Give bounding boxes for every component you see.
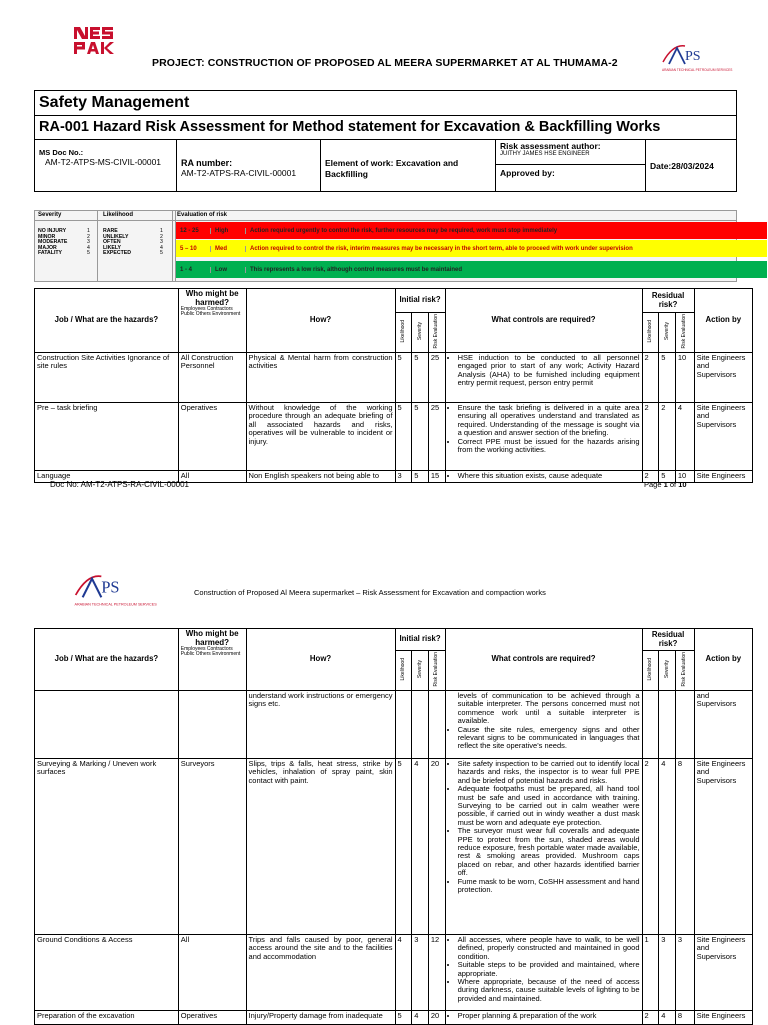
- severity-numbers: 1 2 3 4 5: [87, 228, 90, 257]
- page2-title: Construction of Proposed Al Meera supermarket – Risk Assessment for Excavation and compaction works: [194, 588, 546, 597]
- col-residual: Residual risk?: [642, 289, 694, 313]
- atps-logo: [659, 38, 733, 74]
- col-initial: Initial risk?: [395, 629, 445, 651]
- col-job: Job / What are the hazards?: [35, 289, 179, 353]
- col-job: Job / What are the hazards?: [35, 629, 179, 691]
- author-value: JUITHY JAMES HSE ENGINEER: [500, 151, 590, 157]
- col-who: Who might be harmed? Employees Contractors Public Others Environment: [178, 289, 246, 353]
- element-of-work-cell: [321, 140, 496, 191]
- table-row: Construction Site Activities Ignorance of site rules All Construction Personnel Physical & Mental harm from construction activities 5 5 25 • HSE induction to be conducted to all personnel engaged prior to start of any work; Activity Hazard Analysis (AHA) to be furnished including equipment entry permit request, person entry permit 2 5 10 Site Engineers and Supervisors: [35, 352, 753, 402]
- table-row: understand work instructions or emergency signs etc. levels of communication to be achieved through a suitable interpreter. The persons concerned must not commence work until a suitable interpreter is available. • Cause the site rules, emergency signs and other relevant signs to be communicated in languages that reflect the site operative's needs. and Supervisors: [35, 690, 753, 758]
- table-row: Surveying & Marking / Uneven work surfaces Surveyors Slips, trips & falls, heat stress, strike by vehicles, inhalation of spray paint, skin contact with paint. 5 4 20 • Site safety inspection to be carried out to identify local hazards and risks, the inspector is to wear full PPE and be briefed of potential hazards and risks. • Adequate footpaths must be prepared, all hand tool must be safe and used in accordance with training. Surveying to be carried out in calm weather were possible, if carried out in windy weather a dust mask must be worn and adequate eye protection. • The surveyor must wear full coveralls and adequate PPE to protect from the sun, shaded areas would reduce exposure, fresh portable water made available, rest & smoking areas provided. Mushroom caps placed on rebar, and other hazards identified barrier off. • Fume mask to be worn, CoSHH assessment and hand protection. 2 4 8 Site Engineers and Supervisors: [35, 758, 753, 934]
- risk-table-page2: Job / What are the hazards? Who might be harmed? Employees Contractors Public Others Environment How? Initial risk? What controls are required? Residual risk? Action by Likelihood Severity Risk Evaluation Likelihood Severity Risk Evaluation understand work instructions or emergency signs etc. levels of communication to be achieved through a suitable interpreter. The persons concerned must not commence work until a suitable interpreter is available. • Cause the site rules, emergency signs and other relevant signs to be communicated in languages that reflect the site operative's needs. and Supervisors Surveying & Marking / Uneven work surfaces Surveyors Slips, trips & falls, heat stress, strike by vehicles, inhalation of spray paint, skin contact with paint. 5 4 20 • Site safety inspection to be carried out to identify local hazards and risks, the inspector is to wear full PPE and be briefed of potential hazards and risks. • Adequate footpaths must be prepared, all hand tool must be safe and used in accordance with training. Surveying to be carried out in calm weather were possible, if carried out in windy weather a dust mask must be worn and adequate eye protection. • The surveyor must wear full coveralls and adequate PPE to protect from the sun, shaded areas would reduce exposure, fresh portable water made available, rest & smoking areas provided. Mushroom caps placed on rebar, and other hazards identified barrier off. • Fume mask to be worn, CoSHH assessment and hand protection. 2 4 8 Site Engineers and Supervisors Ground Conditions & Access All Trips and falls caused by poor, general access around the site and to the facilities and accommodation 4 3 12 • All accesses, where people have to walk, to be well defined, properly constructed and maintained in good condition. • Suitable steps to be provided and maintained, where appropriate. • Where appropriate, because of the need of access during darkness, cause suitable levels of lighting to be provided and maintained. 1 3 3 Site Engineers and Supervisors Preparation of the excavation Operatives Injury/Property damage from inadequate 5 4 20 • Proper planning & preparation of the work 2 4 8 Site Engineers: [34, 628, 753, 1025]
- risk-legend: [34, 210, 737, 282]
- page-number: Page 1 of 10: [644, 480, 687, 489]
- ms-doc-value: AM-T2-ATPS-MS-CIVIL-00001: [45, 157, 162, 167]
- ra-number-label: RA number:: [181, 158, 233, 168]
- col-initial: Initial risk?: [395, 289, 445, 313]
- svg-text:ARABIAN TECHNICAL PETROLEUM SE: ARABIAN TECHNICAL PETROLEUM SERVICES: [662, 68, 733, 72]
- element-of-work: Element of work: Excavation and Backfilling: [325, 158, 459, 179]
- nespak-logo: [74, 27, 120, 54]
- evaluation-header: Evaluation of risk: [177, 212, 228, 218]
- col-how: How?: [246, 289, 395, 353]
- svg-text:PS: PS: [101, 577, 120, 597]
- col-how: How?: [246, 629, 395, 691]
- doc-title: RA-001 Hazard Risk Assessment for Method statement for Excavation & Backfilling Works: [35, 116, 736, 140]
- approved-label: Approved by:: [500, 168, 555, 178]
- table-row: Ground Conditions & Access All Trips and falls caused by poor, general access around the site and to the facilities and accommodation 4 3 12 • All accesses, where people have to walk, to be well defined, properly constructed and maintained in good condition. • Suitable steps to be provided and maintained, where appropriate. • Where appropriate, because of the need of access during darkness, cause suitable levels of lighting to be provided and maintained. 1 3 3 Site Engineers and Supervisors: [35, 934, 753, 1010]
- table-row: Preparation of the excavation Operatives Injury/Property damage from inadequate 5 4 20 • Proper planning & preparation of the work 2 4 8 Site Engineers: [35, 1010, 753, 1024]
- likelihood-numbers: 1 2 3 4 5: [160, 228, 163, 257]
- risk-band-med: 5 – 10 Med Action required to control the risk, interim measures may be necessary in the short term, able to proceed with work under supervision: [176, 240, 767, 257]
- svg-text:PS: PS: [685, 49, 701, 64]
- likelihood-header: Likelihood: [103, 212, 133, 218]
- col-action: Action by: [694, 629, 752, 691]
- col-controls: What controls are required?: [445, 289, 642, 353]
- col-controls: What controls are required?: [445, 629, 642, 691]
- table-row: Pre – task briefing Operatives Without knowledge of the working procedure through an adequate briefing of all associated hazards and risks, operatives will be vulnerable to incident or injury. 5 5 25 • Ensure the task briefing is delivered in a quite area ensuring all operatives understand and translated as required. Understanding of the message is sought via a question and answer section of the briefing. • Correct PPE must be issued for the hazards arising from the working activities. 2 2 4 Site Engineers and Supervisors: [35, 402, 753, 470]
- svg-text:ARABIAN TECHNICAL PETROLEUM SE: ARABIAN TECHNICAL PETROLEUM SERVICES: [74, 602, 157, 607]
- risk-band-low: 1 - 4 Low This represents a low risk, although control measures must be maintained: [176, 261, 767, 278]
- document-header-box: [34, 90, 737, 192]
- table-row: Language All Non English speakers not being able to 3 5 15 • Where this situation exists, cause adequate 2 5 10 Site Engineers: [35, 470, 753, 482]
- severity-list: NO INJURY MINOR MODERATE MAJOR FATALITY: [38, 228, 68, 257]
- author-cell: [496, 140, 646, 191]
- likelihood-list: RARE UNLIKELY OFTEN LIKELY EXPECTED: [103, 228, 131, 257]
- risk-band-high: 12 - 25 High Action required urgently to control the risk, further resources may be required, work must stop immediately: [176, 222, 767, 239]
- risk-table-page1: Job / What are the hazards? Who might be harmed? Employees Contractors Public Others Environment How? Initial risk? What controls are required? Residual risk? Action by Likelihood Severity Risk Evaluation Likelihood Severity Risk Evaluation Construction Site Activities Ignorance of site rules All Construction Personnel Physical & Mental harm from construction activities 5 5 25 • HSE induction to be conducted to all personnel engaged prior to start of any work; Activity Hazard Analysis (AHA) to be furnished including equipment entry permit request, person entry permit 2 5 10 Site Engineers and Supervisors Pre – task briefing Operatives Without knowledge of the working procedure through an adequate briefing of all associated hazards and risks, operatives will be vulnerable to incident or injury. 5 5 25 • Ensure the task briefing is delivered in a quite area ensuring all operatives understand and translated as required. Understanding of the message is sought via a question and answer section of the briefing. • Correct PPE must be issued for the hazards arising from the working activities. 2 2 4 Site Engineers and Supervisors Language All Non English speakers not being able to 3 5 15 • Where this situation exists, cause adequate 2 5 10 Site Engineers: [34, 288, 753, 483]
- ms-doc-cell: [35, 140, 177, 191]
- footer-doc-no: Doc No: AM-T2-ATPS-RA-CIVIL-00001: [50, 480, 190, 489]
- col-who: Who might be harmed? Employees Contractors Public Others Environment: [178, 629, 246, 691]
- ms-doc-label: MS Doc No.:: [39, 148, 84, 157]
- severity-header: Severity: [38, 212, 62, 218]
- ra-number-cell: [177, 140, 321, 191]
- doc-heading: Safety Management: [35, 91, 736, 116]
- project-title: PROJECT: CONSTRUCTION OF PROPOSED AL MEERA SUPERMARKET AT AL THUMAMA-2: [152, 57, 618, 69]
- col-action: Action by: [694, 289, 752, 353]
- col-residual: Residual risk?: [642, 629, 694, 651]
- ra-number-value: AM-T2-ATPS-RA-CIVIL-00001: [181, 168, 297, 178]
- author-label: Risk assessment author:: [500, 141, 601, 151]
- atps-logo-page2: [70, 567, 157, 614]
- date: Date:28/03/2024: [650, 160, 714, 171]
